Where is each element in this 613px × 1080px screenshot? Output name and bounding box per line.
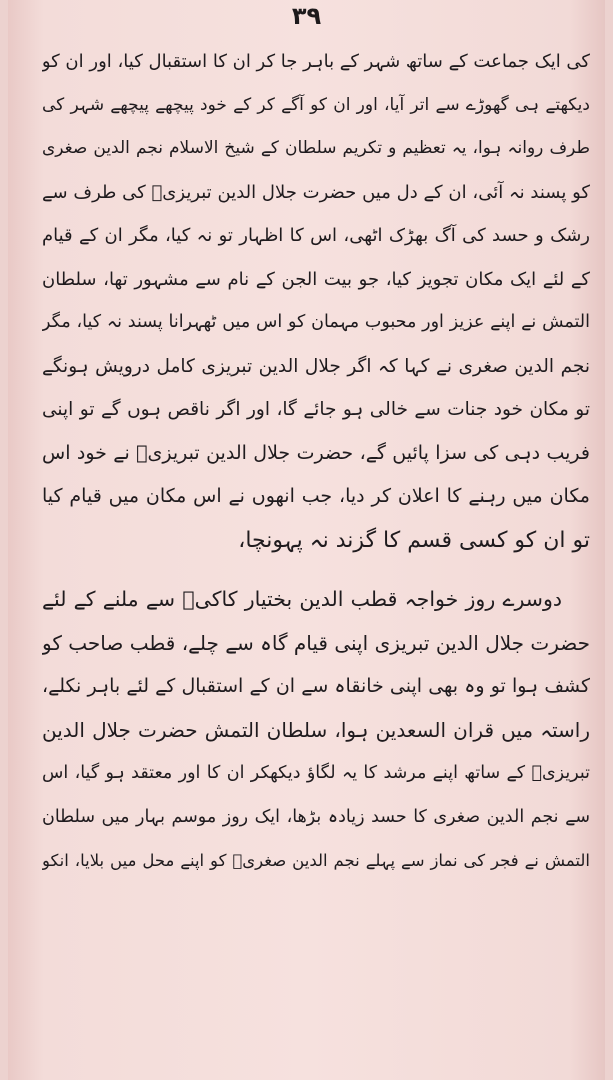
text-line: فریب دہی کی سزا پائیں گے، حضرت جلال الدین تبریزیؒ نے خود اس (42, 441, 590, 464)
text-line: دوسرے روز خواجہ قطب الدین بختیار کاکیؒ سے ملنے کے لئے (42, 587, 562, 611)
paragraph-1 (42, 40, 590, 562)
paragraph-gap (42, 562, 590, 578)
text-line: تو مکان خود جنات سے خالی ہو جائے گا، اور اگر ناقص ہوں گے تو اپنی (42, 399, 590, 420)
text-line: رشک و حسد کی آگ بھڑک اٹھی، اس کا اظہار تو نہ کیا، مگر ان کے قیام (42, 225, 590, 246)
text-line: نجم الدین صغری نے کہا کہ اگر جلال الدین تبریزی کامل درویش ہونگے (42, 355, 590, 377)
text-line: تو ان کو کسی قسم کا گزند نہ پہونچا، (238, 527, 590, 553)
text-line: طرف روانہ ہوا، یہ تعظیم و تکریم سلطان کے شیخ الاسلام نجم الدین صغری (42, 138, 590, 158)
page-number: ۳۹ (291, 2, 322, 30)
text-line: کے لئے ایک مکان تجویز کیا، جو بیت الجن کے نام سے مشہور تھا، سلطان (42, 268, 590, 290)
text-line: کشف ہوا تو وہ بھی اپنی خانقاہ سے ان کے استقبال کے لئے باہر نکلے، (42, 675, 590, 697)
text-line: التمش نے اپنے عزیز اور محبوب مہمان کو اس میں ٹھہرانا پسند نہ کیا، مگر (42, 312, 590, 332)
paragraph-2 (42, 578, 590, 883)
page-body-text (42, 40, 590, 883)
book-page (8, 0, 605, 1080)
text-line: التمش نے فجر کی نماز سے پہلے نجم الدین صغریؒ کو اپنے محل میں بلایا، انکو (42, 851, 590, 870)
text-line: کو پسند نہ آئی، ان کے دل میں حضرت جلال الدین تبریزیؒ کی طرف سے (42, 181, 590, 203)
text-line: مکان میں رہنے کا اعلان کر دیا، جب انھوں نے اس مکان میں قیام کیا (42, 485, 590, 507)
text-line: راستہ میں قران السعدین ہوا، سلطان التمش حضرت جلال الدین (42, 717, 590, 742)
text-line: حضرت جلال الدین تبریزی اپنی قیام گاہ سے چلے، قطب صاحب کو (42, 630, 590, 655)
text-line: سے نجم الدین صغری کا حسد زیادہ بڑھا، ایک روز موسم بہار میں سلطان (42, 806, 590, 827)
text-line: کی ایک جماعت کے ساتھ شہر کے باہر جا کر ان کا استقبال کیا، اور ان کو (42, 51, 590, 72)
text-line: دیکھتے ہی گھوڑے سے اتر آیا، اور ان کو آگے کر کے خود پیچھے پیچھے شہر کی (42, 94, 590, 115)
text-line: تبریزیؒ کے ساتھ اپنے مرشد کا یہ لگاؤ دیکھکر ان کا اور معتقد ہو گیا، اس (42, 763, 590, 783)
